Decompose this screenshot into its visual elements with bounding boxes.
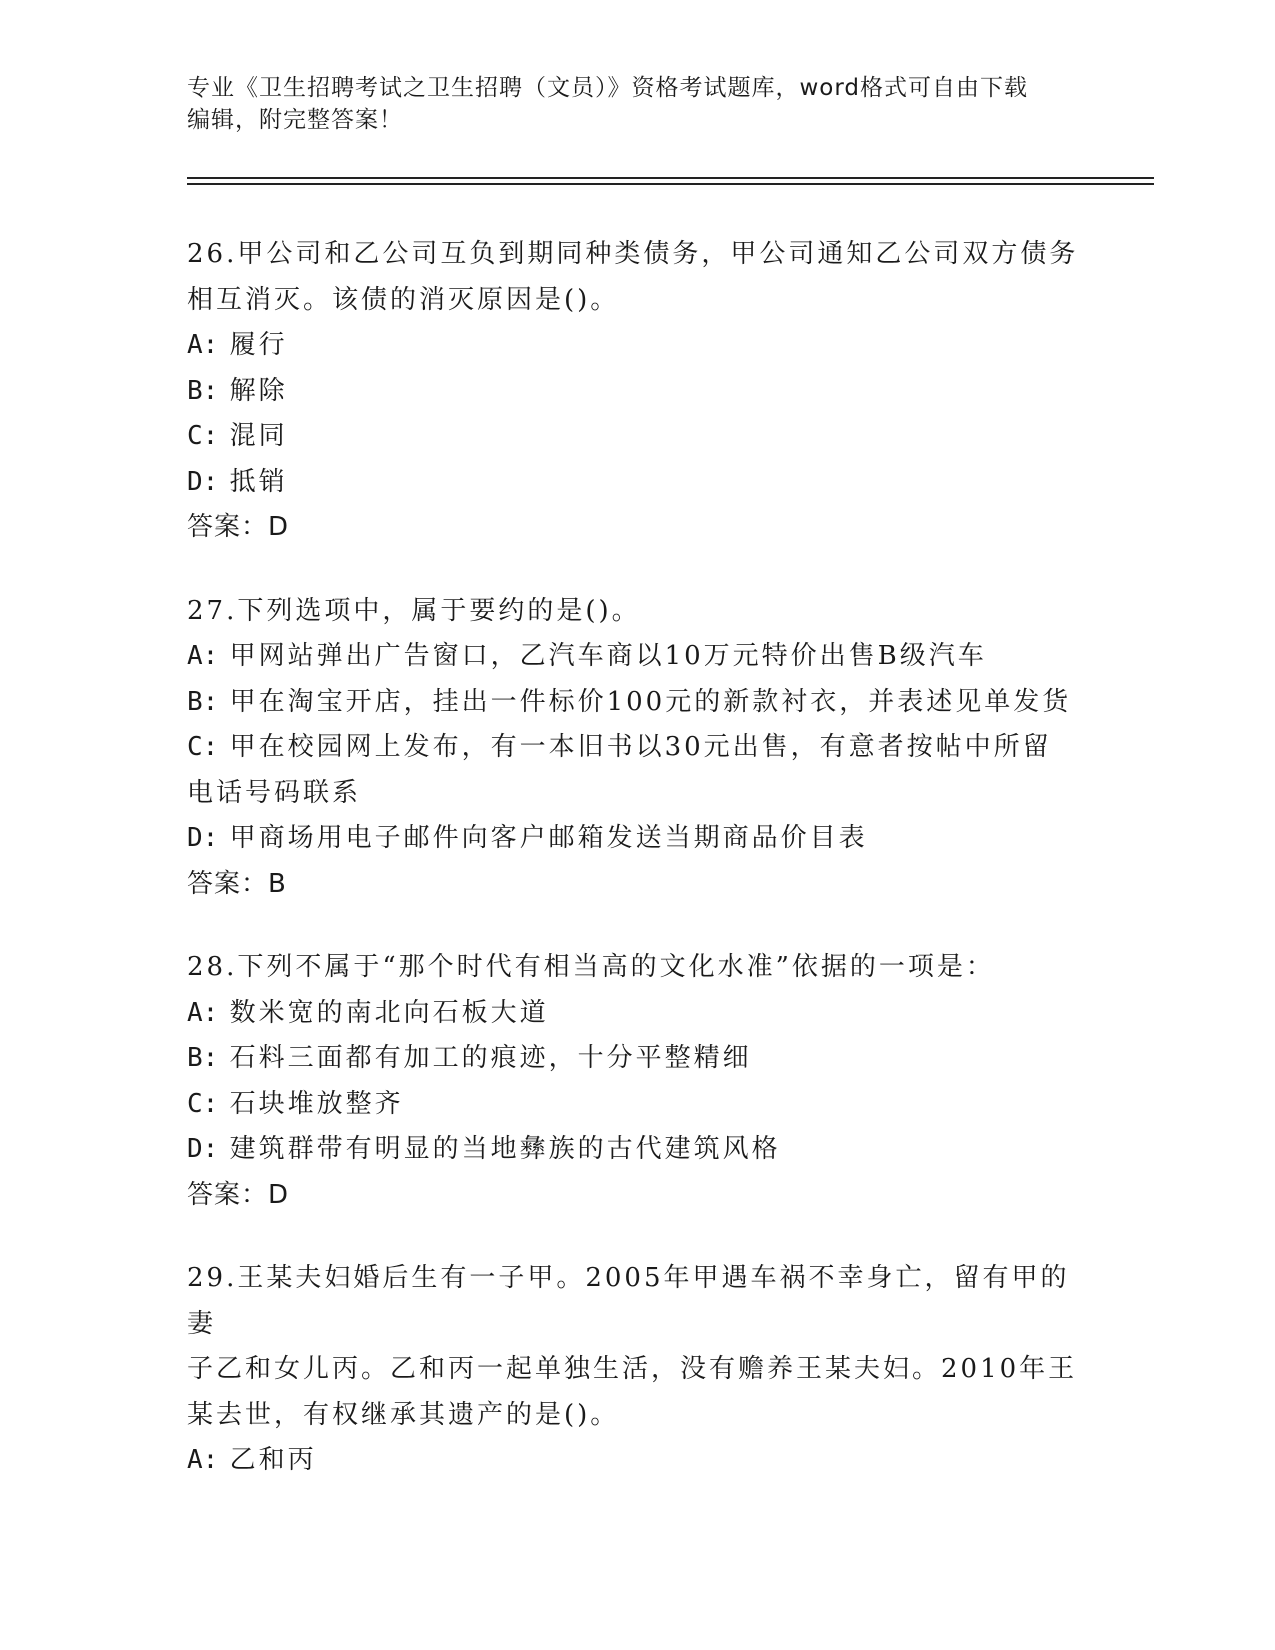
question-27 xyxy=(187,589,1087,908)
answer-line: 答案：B xyxy=(187,868,287,899)
option-key: D: xyxy=(187,466,219,497)
question-stem-line: 相互消灭。该债的消灭原因是()。 xyxy=(187,284,620,315)
option-key: A: xyxy=(187,641,219,671)
document-header xyxy=(187,72,1067,136)
option-key: A: xyxy=(187,997,219,1028)
option-d xyxy=(187,816,1087,862)
header-divider-bottom xyxy=(187,183,1154,185)
option-text: 数米宽的南北向石板大道 xyxy=(229,997,549,1028)
option-key: A: xyxy=(187,330,219,360)
question-stem-line: 29.王某夫妇婚后生有一子甲。2005年甲遇车祸不幸身亡，留有甲的妻 xyxy=(187,1263,1070,1339)
option-d xyxy=(187,1127,1087,1173)
option-text: 乙和丙 xyxy=(229,1445,317,1475)
option-a xyxy=(187,323,1087,369)
option-text: 甲在校园网上发布，有一本旧书以30元出售，有意者按帖中所留 xyxy=(229,732,1052,762)
answer-line: 答案：D xyxy=(187,512,290,542)
header-divider-top xyxy=(187,177,1154,179)
question-stem-line: 27.下列选项中，属于要约的是()。 xyxy=(187,595,641,626)
option-key: B: xyxy=(187,1043,219,1073)
option-key: D: xyxy=(187,1134,219,1164)
option-b xyxy=(187,1036,1087,1082)
option-a xyxy=(187,1438,1087,1484)
option-key: C: xyxy=(187,421,219,451)
option-text: 解除 xyxy=(229,375,288,406)
question-stem-line: 某去世，有权继承其遗产的是()。 xyxy=(187,1399,620,1430)
option-text: 混同 xyxy=(229,421,288,451)
option-b xyxy=(187,369,1087,415)
option-key: C: xyxy=(187,732,219,762)
header-line-2: 编辑，附完整答案！ xyxy=(187,107,403,133)
option-text: 石块堆放整齐 xyxy=(229,1088,404,1119)
option-a xyxy=(187,634,1087,680)
option-text: 履行 xyxy=(229,330,288,360)
option-text: 建筑群带有明显的当地彝族的古代建筑风格 xyxy=(229,1134,781,1164)
option-c xyxy=(187,1082,1087,1128)
option-c-continuation: 电话号码联系 xyxy=(187,777,362,808)
option-text: 甲在淘宝开店，挂出一件标价100元的新款衬衣，并表述见单发货 xyxy=(229,686,1072,717)
option-a xyxy=(187,991,1087,1037)
answer-line: 答案：D xyxy=(187,1179,290,1210)
option-c xyxy=(187,725,1087,771)
question-stem-line: 28.下列不属于“那个时代有相当高的文化水准”依据的一项是： xyxy=(187,952,995,982)
option-key: B: xyxy=(187,686,219,717)
option-c xyxy=(187,414,1087,460)
option-key: A: xyxy=(187,1445,219,1475)
question-stem-line: 子乙和女儿丙。乙和丙一起单独生活，没有赡养王某夫妇。2010年王 xyxy=(187,1354,1078,1384)
option-text: 石料三面都有加工的痕迹，十分平整精细 xyxy=(229,1043,752,1073)
header-line-1: 专业《卫生招聘考试之卫生招聘（文员）》资格考试题库，word格式可自由下载 xyxy=(187,75,1029,101)
option-key: D: xyxy=(187,823,219,853)
option-key: C: xyxy=(187,1088,219,1119)
question-28 xyxy=(187,945,1087,1218)
option-text: 抵销 xyxy=(229,466,288,497)
option-text: 甲网站弹出广告窗口，乙汽车商以10万元特价出售B级汽车 xyxy=(229,641,987,671)
question-29 xyxy=(187,1256,1087,1484)
option-key: B: xyxy=(187,375,219,406)
question-26 xyxy=(187,232,1087,551)
question-list xyxy=(187,232,1087,1522)
option-text: 甲商场用电子邮件向客户邮箱发送当期商品价目表 xyxy=(229,823,868,853)
option-d xyxy=(187,460,1087,506)
option-b xyxy=(187,680,1087,726)
question-stem-line: 26.甲公司和乙公司互负到期同种类债务，甲公司通知乙公司双方债务 xyxy=(187,239,1079,269)
